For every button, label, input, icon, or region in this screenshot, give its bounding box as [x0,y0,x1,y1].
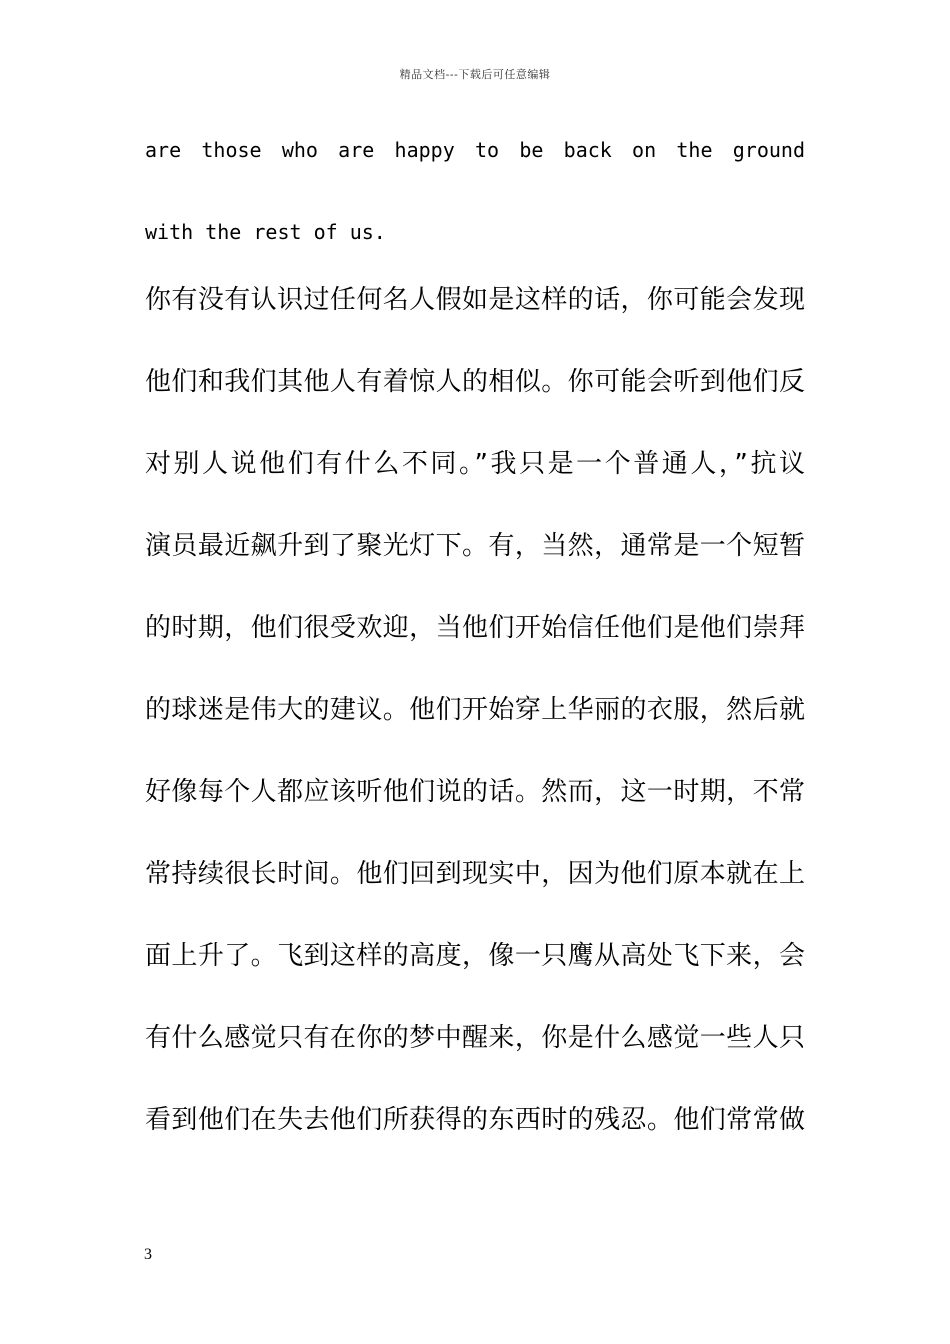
chinese-line: 面上升了。飞到这样的高度，像一只鹰从高处飞下来，会 [145,941,805,971]
chinese-line: 你有没有认识过任何名人假如是这样的话，你可能会发现 [145,285,805,315]
chinese-line: 演员最近飙升到了聚光灯下。有，当然，通常是一个短暂 [145,531,805,561]
page-number: 3 [144,1246,152,1263]
page-header: 精品文档---下载后可任意编辑 [399,68,551,81]
chinese-line: 的球迷是伟大的建议。他们开始穿上华丽的衣服，然后就 [145,695,805,725]
chinese-line: 看到他们在失去他们所获得的东西时的残忍。他们常常做 [145,1105,805,1135]
chinese-line: 常持续很长时间。他们回到现实中，因为他们原本就在上 [145,859,805,889]
english-line: with the rest of us. [145,220,386,244]
chinese-line: 的时期，他们很受欢迎，当他们开始信任他们是他们崇拜 [145,613,805,643]
chinese-line: 好像每个人都应该听他们说的话。然而，这一时期，不常 [145,777,805,807]
english-line: are those who are happy to be back on the ground [145,138,805,162]
chinese-line: 他们和我们其他人有着惊人的相似。你可能会听到他们反 [145,367,805,397]
chinese-line: 有什么感觉只有在你的梦中醒来，你是什么感觉一些人只 [145,1023,805,1053]
chinese-line: 对别人说他们有什么不同。”我只是一个普通人，”抗议 [145,449,805,479]
